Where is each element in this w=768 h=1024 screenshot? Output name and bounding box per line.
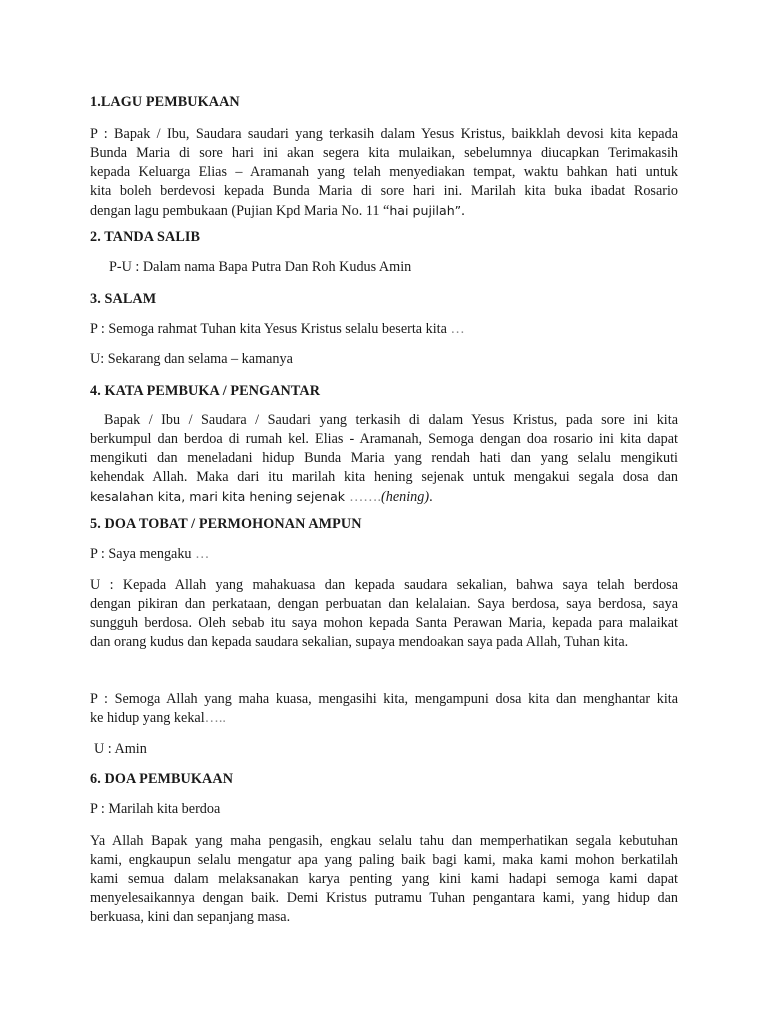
ellipsis: …: [195, 546, 210, 562]
heading-salam: 3. SALAM: [90, 291, 157, 307]
text-line: kami semua dalam melaksanakan karya penting yang kini kami hadapi semoga kami dapat: [90, 871, 678, 887]
line-salam-u: U: Sekarang dan selama – kamanya: [90, 351, 293, 367]
text-line: kepada Keluarga Elias – Aramanah yang telah menyediakan tempat, waktu bahkan hati untuk: [90, 164, 678, 180]
line-doa-pembukaan-p: P : Marilah kita berdoa: [90, 801, 221, 817]
line-salam-p: [90, 320, 678, 339]
text-segment-italic: (hening): [381, 489, 430, 505]
text-line: [90, 709, 678, 728]
text-line: P : Semoga Allah yang maha kuasa, mengasihi kita, mengampuni dosa kita dan menghantar kita: [90, 691, 678, 707]
heading-doa-tobat: 5. DOA TOBAT / PERMOHONAN AMPUN: [90, 516, 362, 532]
heading-lagu-pembukaan: 1.LAGU PEMBUKAAN: [90, 94, 240, 110]
paragraph-doa-tobat-p2: [90, 690, 678, 728]
text-segment: dengan lagu pembukaan (Pujian Kpd Maria No. 11 “: [90, 203, 390, 219]
text-line: berkumpul dan berdoa di rumah kel. Elias - Aramanah, Semoga dengan doa rosario ini kita dapat: [90, 431, 678, 447]
text-segment: .: [461, 203, 465, 219]
text-line: mengikuti dan meneladani hidup Bunda Maria yang rendah hati dan yang selalu mengikuti: [90, 450, 678, 466]
heading-doa-pembukaan: 6. DOA PEMBUKAAN: [90, 771, 234, 787]
line-tanda-salib: P-U : Dalam nama Bapa Putra Dan Roh Kudus Amin: [109, 259, 412, 275]
text-line: [90, 487, 678, 507]
text-line: dengan pikiran dan perkataan, dengan perbuatan dan kelalaian. Saya berdosa, saya berdosa, saya: [90, 596, 678, 612]
ellipsis: …….: [349, 489, 382, 505]
text-segment-sans: hai pujilah”: [389, 203, 462, 218]
ellipsis: …: [450, 321, 465, 337]
text-line: kami, engkaupun selalu mengatur apa yang paling baik bagi kami, maka kami mohon berkatilah: [90, 852, 678, 868]
text-line: Bunda Maria di sore hari ini akan segera kita mulaikan, sebelumnya diucapkan Terimakasih: [90, 145, 678, 161]
line-doa-tobat-amin: U : Amin: [94, 741, 147, 757]
paragraph-kata-pembuka: [90, 411, 678, 507]
text-segment: P : Saya mengaku: [90, 546, 196, 562]
text-line: U : Kepada Allah yang mahakuasa dan kepada saudara sekalian, bahwa saya telah berdosa: [90, 577, 678, 593]
line-doa-tobat-p: [90, 545, 678, 564]
text-segment: ke hidup yang kekal: [90, 710, 205, 726]
paragraph-doa-pembukaan: [90, 832, 678, 927]
heading-tanda-salib: 2. TANDA SALIB: [90, 229, 201, 245]
text-line: menyelesaikannya dengan baik. Demi Kristus putramu Tuhan pengantara kami, yang hidup dan: [90, 890, 678, 906]
text-line: kita boleh berdevosi kepada Bunda Maria di sore hari ini. Marilah kita buka ibadat Rosario: [90, 183, 678, 199]
heading-kata-pembuka: 4. KATA PEMBUKA / PENGANTAR: [90, 383, 321, 399]
ellipsis: …..: [204, 710, 226, 726]
text-line: sungguh berdosa. Oleh sebab itu saya mohon kepada Santa Perawan Maria, kepada para malaikat: [90, 615, 678, 631]
text-line: Ya Allah Bapak yang maha pengasih, engkau selalu tahu dan memperhatikan segala kebutuhan: [90, 833, 678, 849]
text-line: berkuasa, kini dan sepanjang masa.: [90, 909, 291, 925]
text-segment-sans: kesalahan kita, mari kita hening sejenak: [90, 489, 350, 504]
paragraph-lagu-pembukaan: [90, 125, 678, 221]
text-line: Bapak / Ibu / Saudara / Saudari yang terkasih di dalam Yesus Kristus, pada sore ini kita: [104, 412, 678, 428]
text-segment: .: [429, 489, 433, 505]
text-line: dan orang kudus dan kepada saudara sekalian, supaya mendoakan saya pada Allah, Tuhan kita.: [90, 634, 629, 650]
text-line: P : Bapak / Ibu, Saudara saudari yang terkasih dalam Yesus Kristus, baikklah devosi kita kepada: [90, 126, 678, 142]
paragraph-doa-tobat-u: [90, 576, 678, 652]
text-segment: P : Semoga rahmat Tuhan kita Yesus Kristus selalu beserta kita: [90, 321, 451, 337]
text-line: kehendak Allah. Maka dari itu marilah kita hening sejenak untuk mengakui segala dosa dan: [90, 469, 678, 485]
text-line: [90, 201, 678, 221]
